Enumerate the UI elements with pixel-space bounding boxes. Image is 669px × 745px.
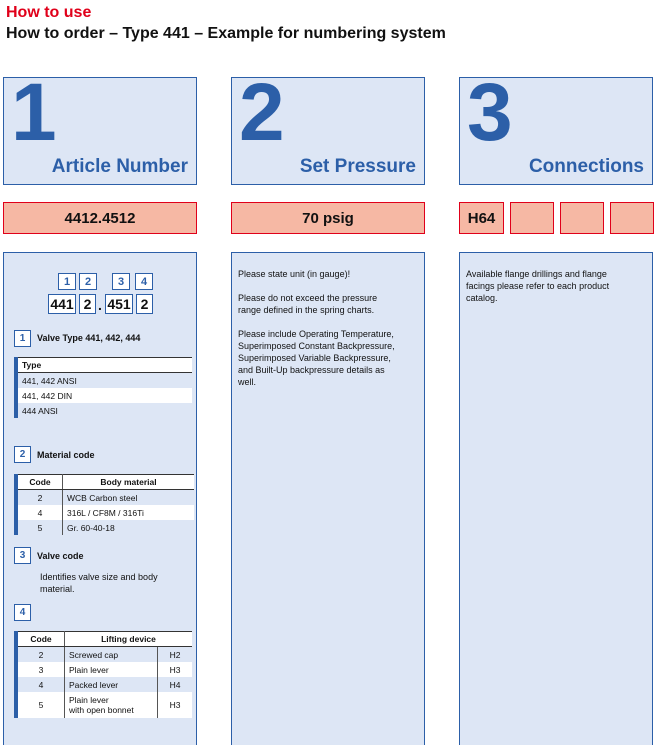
step-label: Set Pressure bbox=[299, 156, 416, 177]
material-code-table bbox=[14, 474, 194, 535]
pressure-notes bbox=[238, 268, 420, 388]
cell: 4 bbox=[16, 677, 65, 692]
section-number: 2 bbox=[14, 446, 31, 463]
section-heading: How to use bbox=[6, 4, 92, 21]
value-box: 441 bbox=[48, 294, 76, 314]
table-row bbox=[16, 403, 192, 418]
text-line: Identifies valve size and body bbox=[40, 572, 158, 582]
step-number: 3 bbox=[467, 67, 513, 158]
table-row bbox=[16, 388, 192, 403]
table-row bbox=[16, 490, 194, 506]
section-title: Valve code bbox=[37, 551, 84, 561]
column-header: Lifting device bbox=[65, 632, 193, 647]
step-number: 2 bbox=[239, 67, 285, 158]
text-line: range defined in the spring charts. bbox=[238, 305, 375, 315]
text-line: Available flange drillings and flange bbox=[466, 269, 607, 279]
index-box: 4 bbox=[135, 273, 153, 290]
article-number-column bbox=[3, 252, 197, 745]
article-number-box bbox=[3, 67, 197, 185]
cell: Plain lever bbox=[65, 662, 158, 677]
cell: WCB Carbon steel bbox=[63, 490, 195, 506]
section-number: 4 bbox=[14, 604, 31, 621]
connection-value: H64 bbox=[459, 202, 504, 234]
cell: H3 bbox=[158, 662, 193, 677]
value-box: 451 bbox=[105, 294, 133, 314]
text-line: Please include Operating Temperature, bbox=[238, 329, 394, 339]
step-label: Article Number bbox=[51, 156, 188, 177]
cell: 5 bbox=[16, 692, 65, 718]
cell: 316L / CF8M / 316Ti bbox=[63, 505, 195, 520]
index-box: 3 bbox=[112, 273, 130, 290]
index-box: 1 bbox=[58, 273, 76, 290]
column-header: Body material bbox=[63, 475, 195, 490]
connection-empty-box bbox=[610, 202, 654, 234]
table-row bbox=[16, 505, 194, 520]
column-header: Code bbox=[16, 632, 65, 647]
connections-column bbox=[459, 252, 653, 745]
column-header: Code bbox=[16, 475, 63, 490]
connection-notes bbox=[466, 268, 648, 304]
set-pressure-box bbox=[231, 67, 425, 185]
cell: Screwed cap bbox=[65, 647, 158, 663]
cell: Packed lever bbox=[65, 677, 158, 692]
text-line: catalog. bbox=[466, 293, 498, 303]
lifting-device-table bbox=[14, 631, 192, 718]
value-box: 2 bbox=[79, 294, 96, 314]
cell: H4 bbox=[158, 677, 193, 692]
table-row bbox=[16, 647, 192, 663]
table-row bbox=[16, 677, 192, 692]
value-box: 2 bbox=[136, 294, 153, 314]
section-title: Material code bbox=[37, 450, 95, 460]
connection-empty-box bbox=[560, 202, 604, 234]
cell: H2 bbox=[158, 647, 193, 663]
table-row bbox=[16, 373, 192, 389]
cell bbox=[65, 692, 158, 718]
cell: Gr. 60-40-18 bbox=[63, 520, 195, 535]
section-title: Valve Type 441, 442, 444 bbox=[37, 333, 141, 343]
cell: 441, 442 DIN bbox=[16, 388, 192, 403]
set-pressure-column bbox=[231, 252, 425, 745]
text-line: and Built-Up backpressure details as bbox=[238, 365, 385, 375]
text-line: Please do not exceed the pressure bbox=[238, 293, 378, 303]
set-pressure-value: 70 psig bbox=[231, 202, 425, 234]
step-label: Connections bbox=[528, 156, 644, 177]
index-box: 2 bbox=[79, 273, 97, 290]
connection-empty-box bbox=[510, 202, 554, 234]
table-row bbox=[16, 662, 192, 677]
text-line: Superimposed Variable Backpressure, bbox=[238, 353, 391, 363]
cell: 3 bbox=[16, 662, 65, 677]
text-line: material. bbox=[40, 584, 75, 594]
text-line: Superimposed Constant Backpressure, bbox=[238, 341, 395, 351]
table-row bbox=[16, 520, 194, 535]
separator-dot: . bbox=[98, 297, 102, 313]
cell: 5 bbox=[16, 520, 63, 535]
connections-box bbox=[459, 67, 653, 185]
cell: H3 bbox=[158, 692, 193, 718]
page-title: How to order – Type 441 – Example for numbering system bbox=[6, 25, 446, 42]
cell: 4 bbox=[16, 505, 63, 520]
cell: 2 bbox=[16, 490, 63, 506]
section-number: 1 bbox=[14, 330, 31, 347]
text-line: with open bonnet bbox=[69, 705, 134, 715]
article-number-value: 4412.4512 bbox=[3, 202, 197, 234]
cell: 2 bbox=[16, 647, 65, 663]
text-line: Please state unit (in gauge)! bbox=[238, 269, 351, 279]
valve-type-table bbox=[14, 357, 192, 418]
cell: 441, 442 ANSI bbox=[16, 373, 192, 389]
cell: 444 ANSI bbox=[16, 403, 192, 418]
text-line: facings please refer to each product bbox=[466, 281, 610, 291]
section-number: 3 bbox=[14, 547, 31, 564]
table-row bbox=[16, 692, 192, 718]
section-description bbox=[40, 571, 158, 595]
text-line: well. bbox=[238, 377, 257, 387]
text-line: Plain lever bbox=[69, 695, 109, 705]
column-header: Type bbox=[16, 358, 192, 373]
step-number: 1 bbox=[11, 67, 57, 158]
